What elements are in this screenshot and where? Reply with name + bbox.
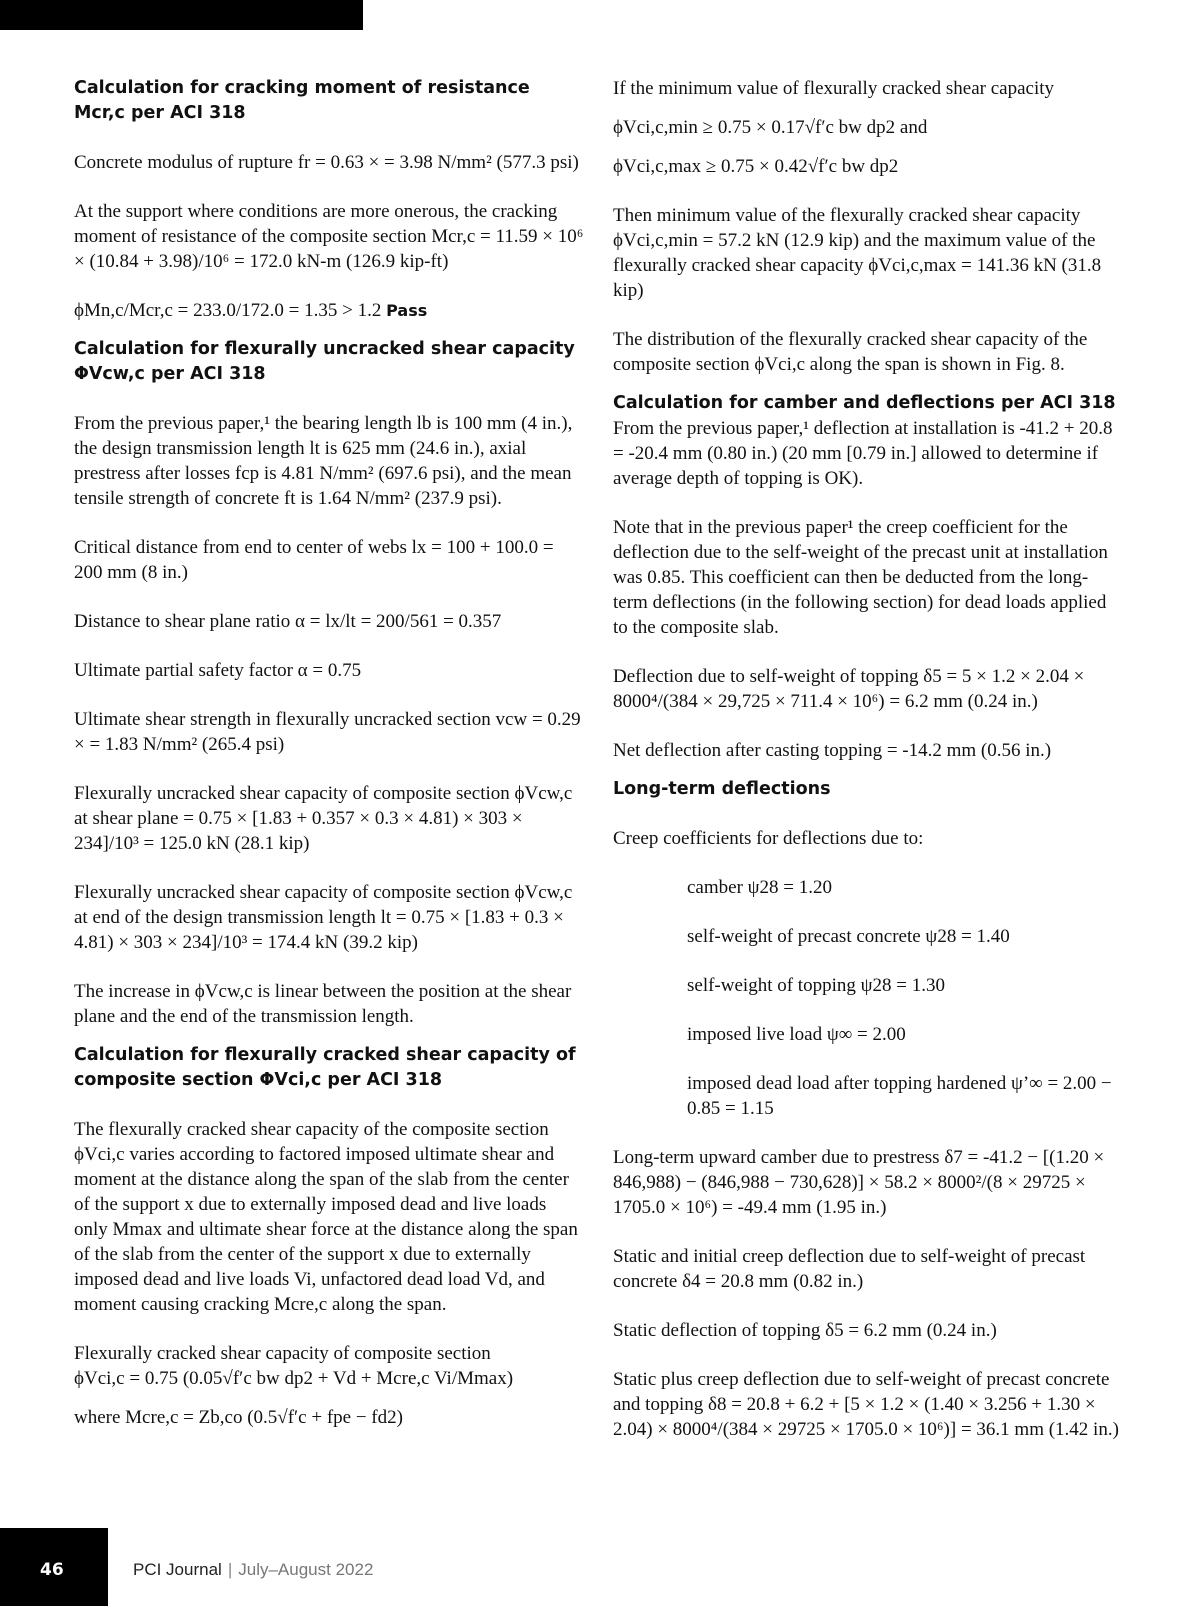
paragraph-creep-note: Note that in the previous paper¹ the creep coefficient for the deflection due to the self-weight of the precast unit at installation was 0.85. This coefficient can then be deducted from the long-term deflections (in the following section) for dead loads applied to the composite slab. [613,517,1108,638]
heading-cracking-moment: Calculation for cracking moment of resistance Mcr,c per ACI 318 [74,78,530,123]
paragraph-cracked-shear-description: The flexurally cracked shear capacity of the composite section ϕVci,c varies according to factored imposed ultimate shear and moment at the distance along the span of the slab from the center of the support x due to externally imposed dead and live loads only Mmax and ultimate shear force at the distance along the span of the slab from the center of the support x due to externally imposed dead and live loads Vi, unfactored dead load Vd, and moment causing cracking Mcre,c along the span. [74,1119,578,1315]
paragraph-shear-capacity-transmission: Flexurally uncracked shear capacity of composite section ϕVcw,c at end of the design transmission length lt = 0.75 × [1.83 + 0.3 × 4.81) × 303 × 234]/10³ = 174.4 kN (39.2 kip) [74,882,573,953]
paragraph-modulus-rupture: Concrete modulus of rupture fr = 0.63 × = 3.98 N/mm² (577.3 psi) [74,152,579,173]
right-column [613,76,1123,1442]
paragraph-support-moment: At the support where conditions are more onerous, the cracking moment of resistance of the composite section Mcr,c = 11.59 × 10⁶ × (10.84 + 3.98)/10⁶ = 172.0 kN-m (126.9 kip-ft) [74,201,584,272]
paragraph-cracked-shear-capacity: Flexurally cracked shear capacity of composite section [74,1343,491,1364]
paragraph-safety-factor: Ultimate partial safety factor α = 0.75 [74,660,362,681]
item-precast-self-weight: self-weight of precast concrete ψ28 = 1.40 [687,926,1010,947]
left-column [74,76,584,1430]
item-imposed-dead-load: imposed dead load after topping hardened ψ’∞ = 2.00 − 0.85 = 1.15 [687,1073,1112,1119]
paragraph-critical-distance: Critical distance from end to center of webs lx = 100 + 100.0 = 200 mm (8 in.) [74,537,554,583]
paragraph-min-max-values: Then minimum value of the flexurally cracked shear capacity ϕVci,c,min = 57.2 kN (12.9 kip) and the maximum value of the flexurally cracked shear capacity ϕVci,c,max = 141.36 kN (31.8 kip) [613,205,1102,301]
paragraph-static-plus-creep: Static plus creep deflection due to self-weight of precast concrete and topping δ8 = 20.8 + 6.2 + [5 × 1.2 × (1.40 × 3.256 + 1.30 × 2.04) × 8000⁴/(384 × 29725 × 1705.0 × 10⁶)] = 36.1 mm (1.42 in.) [613,1369,1119,1440]
journal-issue: July–August 2022 [238,1560,374,1579]
equation-cracking-moment: where Mcre,c = Zb,co (0.5√f′c + fpe − fd2) [74,1407,403,1428]
footer-separator: | [227,1560,233,1579]
journal-name: PCI Journal [133,1560,222,1579]
equation-max-capacity: ϕVci,c,max ≥ 0.75 × 0.42√f′c bw dp2 [613,156,899,177]
paragraph-shear-capacity-plane: Flexurally uncracked shear capacity of composite section ϕVcw,c at shear plane = 0.75 × [1.83 + 0.357 × 0.3 × 4.81) × 303 × 234]/10³ = 125.0 kN (28.1 kip) [74,783,573,854]
pass-label: Pass [386,301,428,320]
item-camber: camber ψ28 = 1.20 [687,877,833,898]
item-imposed-live-load: imposed live load ψ∞ = 2.00 [687,1024,906,1045]
paragraph-static-topping-deflection: Static deflection of topping δ5 = 6.2 mm (0.24 in.) [613,1320,997,1341]
paragraph-ultimate-shear-strength: Ultimate shear strength in flexurally uncracked section vcw = 0.29 × = 1.83 N/mm² (265.4 psi) [74,709,581,755]
paragraph-shear-plane-ratio: Distance to shear plane ratio α = lx/lt = 200/561 = 0.357 [74,611,502,632]
top-bar [0,0,363,30]
paragraph-long-term-camber: Long-term upward camber due to prestress δ7 = -41.2 − [(1.20 × 846,988) − (846,988 − 730,628)] × 58.2 × 8000²/(8 × 29725 × 1705.0 × 10⁶) = -49.4 mm (1.95 in.) [613,1147,1105,1218]
paragraph-distribution: The distribution of the flexurally cracked shear capacity of the composite section ϕVci,c along the span is shown in Fig. 8. [613,329,1088,375]
equation-cracked-shear: ϕVci,c = 0.75 (0.05√f′c bw dp2 + Vd + Mcre,c Vi/Mmax) [74,1368,514,1389]
paragraph-minimum-value: If the minimum value of flexurally cracked shear capacity [613,78,1055,99]
paragraph-creep-coefficients: Creep coefficients for deflections due to: [613,828,924,849]
heading-long-term-deflections: Long-term deflections [613,779,831,799]
paragraph-moment-ratio [74,298,584,323]
paragraph-topping-deflection: Deflection due to self-weight of topping δ5 = 5 × 1.2 × 2.04 × 8000⁴/(384 × 29,725 × 711.4 × 10⁶) = 6.2 mm (0.24 in.) [613,666,1085,712]
heading-camber-deflections: Calculation for camber and deflections per ACI 318 [613,393,1116,413]
page-number: 46 [40,1560,64,1580]
paragraph-static-creep-deflection: Static and initial creep deflection due to self-weight of precast concrete δ4 = 20.8 mm (0.82 in.) [613,1246,1086,1292]
paragraph-installation-deflection: From the previous paper,¹ deflection at installation is -41.2 + 20.8 = -20.4 mm (0.80 in.) (20 mm [0.79 in.] allowed to determine if average depth of topping is OK). [613,418,1113,489]
heading-cracked-shear: Calculation for flexurally cracked shear capacity of composite section ΦVci,c per ACI 318 [74,1045,576,1090]
heading-uncracked-shear: Calculation for flexurally uncracked shear capacity ΦVcw,c per ACI 318 [74,339,575,384]
item-topping-self-weight: self-weight of topping ψ28 = 1.30 [687,975,945,996]
paragraph-net-deflection: Net deflection after casting topping = -14.2 mm (0.56 in.) [613,740,1052,761]
footer-journal [133,1560,373,1580]
paragraph-linear-increase: The increase in ϕVcw,c is linear between the position at the shear plane and the end of the transmission length. [74,981,572,1027]
moment-ratio-text: ϕMn,c/Mcr,c = 233.0/172.0 = 1.35 > 1.2 [74,300,382,321]
equation-min-capacity: ϕVci,c,min ≥ 0.75 × 0.17√f′c bw dp2 and [613,117,928,138]
paragraph-bearing-length: From the previous paper,¹ the bearing length lb is 100 mm (4 in.), the design transmission length lt is 625 mm (24.6 in.), axial prestress after losses fcp is 4.81 N/mm² (697.6 psi), and the mean tensile strength of concrete ft is 1.64 N/mm² (237.9 psi). [74,413,573,509]
